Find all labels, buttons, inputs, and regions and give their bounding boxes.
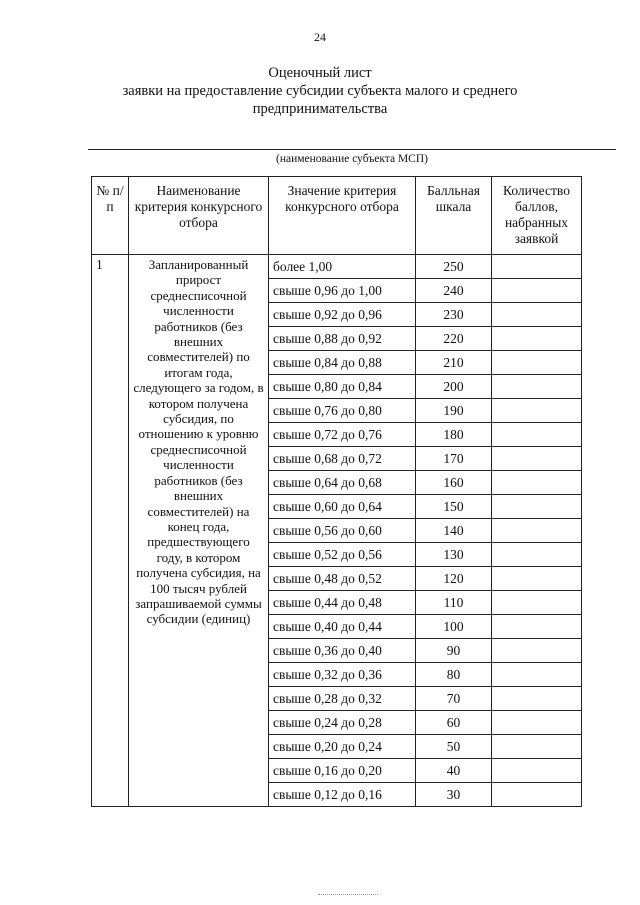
points-cell [492,255,582,279]
value-cell: свыше 0,20 до 0,24 [269,735,416,759]
points-cell [492,279,582,303]
score-cell: 30 [416,783,492,807]
header-criterion: Наименование критерия конкурсного отбора [129,177,269,255]
points-cell [492,303,582,327]
score-cell: 160 [416,471,492,495]
points-cell [492,399,582,423]
points-cell [492,447,582,471]
score-cell: 40 [416,759,492,783]
value-cell: свыше 0,96 до 1,00 [269,279,416,303]
score-table-body [92,255,582,807]
title-line-2: заявки на предоставление субсидии субъекта малого и среднего [122,83,518,99]
score-cell: 60 [416,711,492,735]
points-cell [492,375,582,399]
value-cell: свыше 0,40 до 0,44 [269,615,416,639]
score-table [91,176,582,807]
score-cell: 170 [416,447,492,471]
score-cell: 210 [416,351,492,375]
points-cell [492,519,582,543]
header-num: № п/п [92,177,129,255]
points-cell [492,567,582,591]
value-cell: свыше 0,12 до 0,16 [269,783,416,807]
title-line-3: предпринимательства [252,101,388,117]
points-cell [492,615,582,639]
points-cell [492,783,582,807]
score-cell: 80 [416,663,492,687]
footer-mark [318,894,378,895]
score-cell: 70 [416,687,492,711]
value-cell: свыше 0,32 до 0,36 [269,663,416,687]
score-cell: 100 [416,615,492,639]
value-cell: свыше 0,48 до 0,52 [269,567,416,591]
score-cell: 110 [416,591,492,615]
points-cell [492,639,582,663]
value-cell: свыше 0,60 до 0,64 [269,495,416,519]
value-cell: свыше 0,84 до 0,88 [269,351,416,375]
header-points: Количество баллов, набранных заявкой [492,177,582,255]
score-cell: 230 [416,303,492,327]
score-cell: 190 [416,399,492,423]
subject-name-line [88,149,616,150]
points-cell [492,591,582,615]
value-cell: свыше 0,92 до 0,96 [269,303,416,327]
subject-caption: (наименование субъекта МСП) [276,153,428,165]
score-cell: 200 [416,375,492,399]
points-cell [492,663,582,687]
table-row [92,255,582,279]
value-cell: свыше 0,72 до 0,76 [269,423,416,447]
score-cell: 220 [416,327,492,351]
score-cell: 240 [416,279,492,303]
score-cell: 130 [416,543,492,567]
value-cell: свыше 0,24 до 0,28 [269,711,416,735]
points-cell [492,687,582,711]
criterion-text: Запланированный прирост среднесписочной численности работников (без внешних совместителей) по итогам года, следующего за годом, в котором получена субсидия, по отношению к уровню среднесписочной численности работников (без внешних совместителей) на конец года, предшествующего году, в котором получена субсидия, на 100 тысяч рублей запрашиваемой суммы субсидии (единиц) [129,255,269,807]
value-cell: свыше 0,28 до 0,32 [269,687,416,711]
points-cell [492,543,582,567]
header-value: Значение критерия конкурсного отбора [269,177,416,255]
value-cell: свыше 0,52 до 0,56 [269,543,416,567]
value-cell: свыше 0,64 до 0,68 [269,471,416,495]
value-cell: свыше 0,36 до 0,40 [269,639,416,663]
points-cell [492,423,582,447]
points-cell [492,495,582,519]
score-cell: 180 [416,423,492,447]
score-cell: 150 [416,495,492,519]
title-line-1: Оценочный лист [268,65,372,81]
value-cell: свыше 0,56 до 0,60 [269,519,416,543]
points-cell [492,759,582,783]
value-cell: свыше 0,80 до 0,84 [269,375,416,399]
header-scale: Балльная шкала [416,177,492,255]
document-title [60,64,580,118]
score-cell: 90 [416,639,492,663]
value-cell: свыше 0,44 до 0,48 [269,591,416,615]
value-cell: свыше 0,16 до 0,20 [269,759,416,783]
value-cell: свыше 0,88 до 0,92 [269,327,416,351]
value-cell: свыше 0,76 до 0,80 [269,399,416,423]
header-row [92,177,582,255]
value-cell: свыше 0,68 до 0,72 [269,447,416,471]
points-cell [492,711,582,735]
value-cell: более 1,00 [269,255,416,279]
row-number: 1 [92,255,129,807]
score-cell: 120 [416,567,492,591]
points-cell [492,471,582,495]
points-cell [492,327,582,351]
score-cell: 50 [416,735,492,759]
score-cell: 250 [416,255,492,279]
points-cell [492,351,582,375]
score-cell: 140 [416,519,492,543]
points-cell [492,735,582,759]
page-number: 24 [314,30,326,44]
